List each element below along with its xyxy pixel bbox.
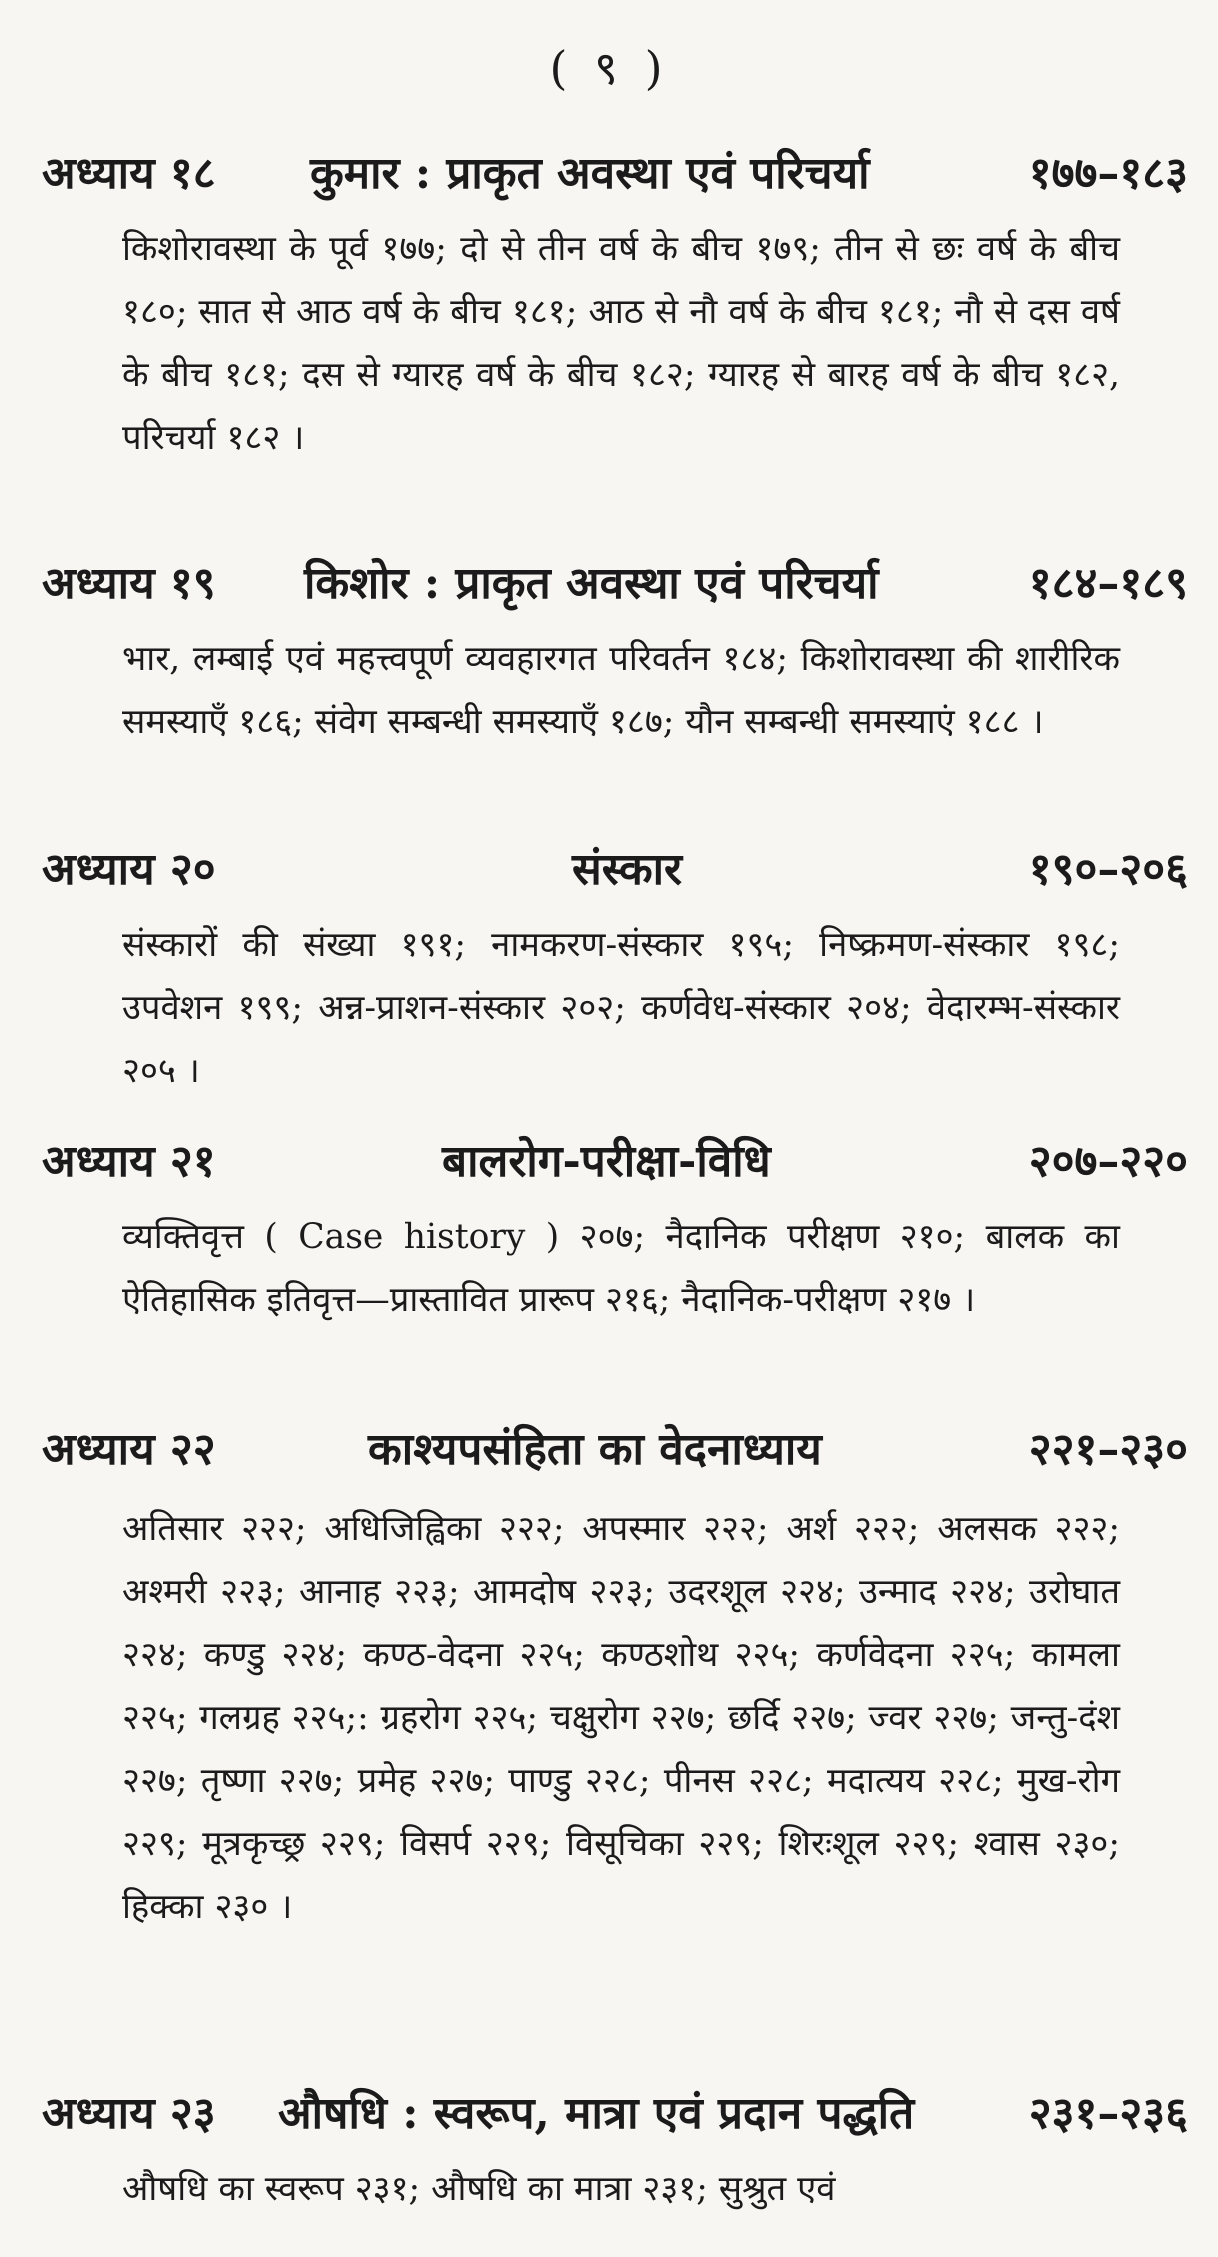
chapter-title: काश्यपसंहिता का वेदनाध्याय xyxy=(368,1424,822,1475)
chapter-contents: व्यक्तिवृत्त ( Case history ) २०७; नैदानिक परीक्षण २१०; बालक का ऐतिहासिक इतिवृत्त—प्रास्तावित प्रारूप २१६; नैदानिक-परीक्षण २१७ । xyxy=(122,1217,1120,1320)
chapter-contents: अतिसार २२२; अधिजिह्विका २२२; अपस्मार २२२; अर्श २२२; अलसक २२२; अश्मरी २२३; आनाह २२३; आमदोष २२३; उदरशूल २२४; उन्माद २२४; उरोघात २२४; कण्डु २२४; कण्ठ-वेदना २२५; कण्ठशोथ २२५; कर्णवेदना २२५; कामला २२५; गलग्रह २२५;: ग्रहरोग २२५; चक्षुरोग २२७; छर्दि २२७; ज्वर २२७; जन्तु-दंश २२७; तृष्णा २२७; प्रमेह २२७; पाण्डु २२८; पीनस २२८; मदात्यय २२८; मुख-रोग २२९; मूत्रकृच्छ्र २२९; विसर्प २२९; विसूचिका २२९; शिरःशूल २२९; श्वास २३०; हिक्का २३० । xyxy=(122,1509,1120,1927)
chapter-heading xyxy=(42,142,1188,206)
chapter-heading xyxy=(42,1418,1188,1482)
chapter-heading xyxy=(42,1130,1188,1194)
chapter-title: कुमार : प्राकृत अवस्था एवं परिचर्या xyxy=(310,148,870,199)
chapter-page-range: १७७–१८३ xyxy=(1028,148,1188,199)
chapter-title: औषधि : स्वरूप, मात्रा एवं प्रदान पद्धति xyxy=(278,2088,915,2139)
chapter-page-range: २२१–२३० xyxy=(1028,1424,1188,1475)
chapter-title: किशोर : प्राकृत अवस्था एवं परिचर्या xyxy=(304,558,879,609)
chapter-contents: औषधि का स्वरूप २३१; औषधि का मात्रा २३१; सुश्रुत एवं xyxy=(122,2169,836,2209)
chapter-heading xyxy=(42,838,1188,902)
chapter-contents: किशोरावस्था के पूर्व १७७; दो से तीन वर्ष के बीच १७९; तीन से छः वर्ष के बीच १८०; सात से आठ वर्ष के बीच १८१; आठ से नौ वर्ष के बीच १८१; नौ से दस वर्ष के बीच १८१; दस से ग्यारह वर्ष के बीच १८२; ग्यारह से बारह वर्ष के बीच १८२, परिचर्या १८२ । xyxy=(122,229,1120,458)
chapter-label: अध्याय १८ xyxy=(42,148,216,199)
page-number: ( ९ ) xyxy=(549,41,669,95)
chapter-page-range: १८४–१८९ xyxy=(1028,558,1188,609)
chapter-contents: भार, लम्बाई एवं महत्त्वपूर्ण व्यवहारगत परिवर्तन १८४; किशोरावस्था की शारीरिक समस्याएँ १८६; संवेग सम्बन्धी समस्याएँ १८७; यौन सम्बन्धी समस्याएं १८८ । xyxy=(122,639,1120,742)
chapter-page-range: १९०–२०६ xyxy=(1028,844,1188,895)
chapter-title: बालरोग-परीक्षा-विधि xyxy=(442,1136,771,1187)
chapter-heading xyxy=(42,2082,1188,2146)
chapter-label: अध्याय २० xyxy=(42,844,216,895)
chapter-page-range: २०७–२२० xyxy=(1028,1136,1188,1187)
chapter-label: अध्याय २२ xyxy=(42,1424,216,1475)
chapter-page-range: २३१–२३६ xyxy=(1028,2088,1188,2139)
chapter-contents: संस्कारों की संख्या १९१; नामकरण-संस्कार १९५; निष्क्रमण-संस्कार १९८; उपवेशन १९९; अन्न-प्राशन-संस्कार २०२; कर्णवेध-संस्कार २०४; वेदारम्भ-संस्कार २०५ । xyxy=(122,925,1120,1091)
chapter-label: अध्याय १९ xyxy=(42,558,216,609)
chapter-title: संस्कार xyxy=(572,844,683,895)
chapter-label: अध्याय २३ xyxy=(42,2088,216,2139)
chapter-heading xyxy=(42,552,1188,616)
chapter-label: अध्याय २१ xyxy=(42,1136,216,1187)
